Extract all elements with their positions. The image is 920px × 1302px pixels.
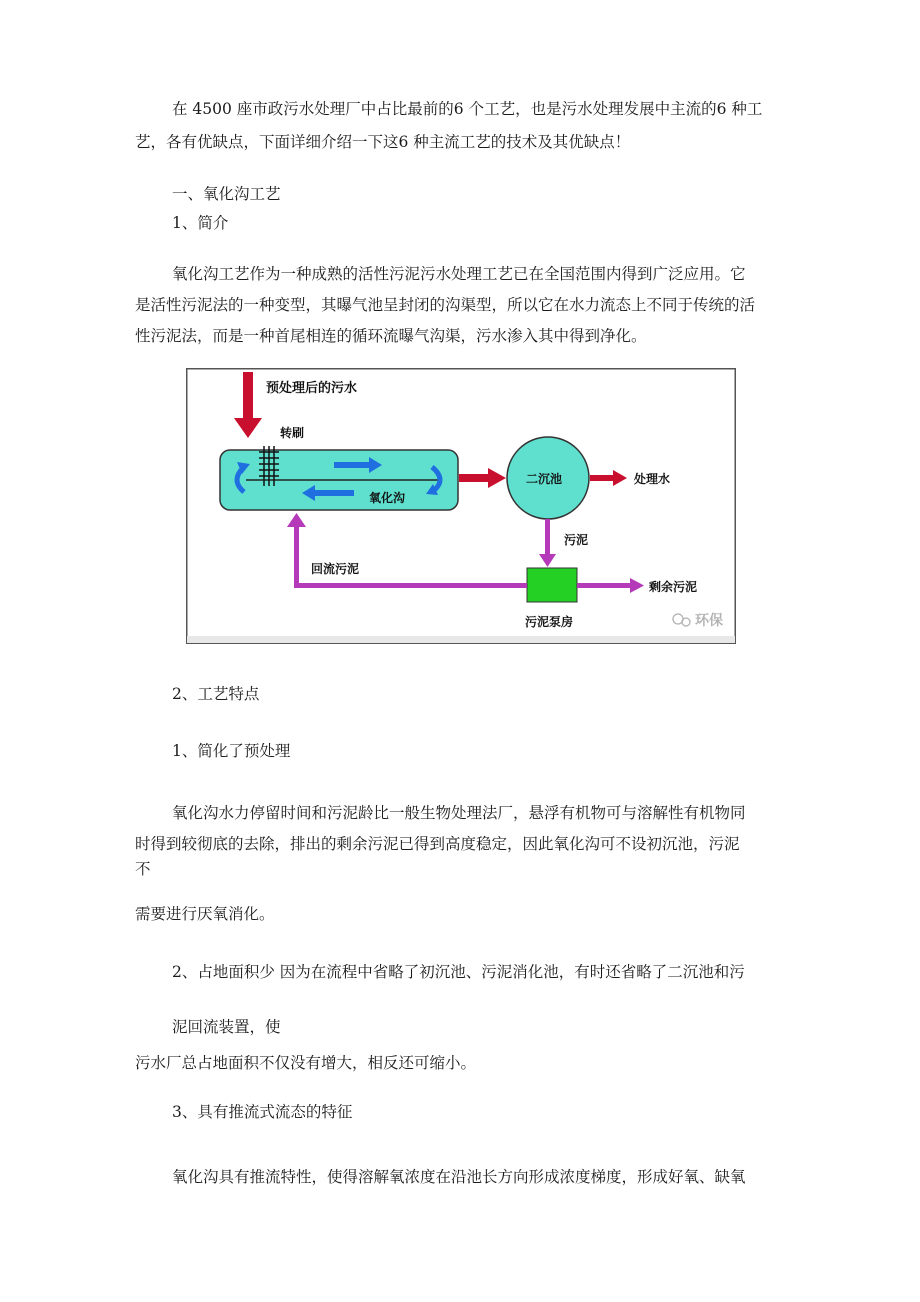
label-excess-sludge: 剩余污泥 [649,580,698,594]
label-ditch: 氧化沟 [369,491,406,505]
watermark-text: 环保 [695,613,723,629]
label-effluent: 处理水 [634,472,671,486]
label-return-sludge: 回流污泥 [311,562,360,576]
oxidation-ditch-process-diagram [186,368,736,644]
point-3-title: 3、具有推流式流态的特征 [172,1103,353,1121]
diagram-svg [186,368,736,644]
paragraph-line: 时得到较彻底的去除，排出的剩余污泥已得到高度稳定，因此氧化沟可不设初沉池，污泥 [135,835,740,853]
paragraph-line: 氧化沟水力停留时间和污泥龄比一般生物处理法厂，悬浮有机物可与溶解性有机物同 [172,804,746,822]
subheading-introduction: 1、简介 [172,214,229,232]
section-heading-features: 2、工艺特点 [172,685,260,703]
label-sludge: 污泥 [564,533,589,547]
intro-line-1: 在 4500 座市政污水处理厂中占比最前的6 个工艺，也是污水处理发展中主流的6 种工 [172,100,763,118]
label-clarifier: 二沉池 [526,472,563,486]
point-2-line: 2、占地面积少 因为在流程中省略了初沉池、污泥消化池，有时还省略了二沉池和污 [172,963,745,981]
label-influent: 预处理后的污水 [266,381,358,396]
label-pump-house: 污泥泵房 [525,615,574,629]
paragraph-line: 性污泥法，而是一种首尾相连的循环流曝气沟渠，污水渗入其中得到净化。 [135,327,647,345]
diagram-bottom-shade [187,636,735,643]
paragraph-line: 氧化沟工艺作为一种成熟的活性污泥污水处理工艺已在全国范围内得到广泛应用。它 [172,265,746,283]
paragraph-line: 不 [135,860,151,878]
point-2-continuation: 污水厂总占地面积不仅没有增大，相反还可缩小。 [135,1054,477,1072]
paragraph-line: 氧化沟具有推流特性，使得溶解氧浓度在沿池长方向形成浓度梯度，形成好氧、缺氧 [172,1168,746,1186]
sludge-pump-house [527,568,577,602]
label-rotor: 转刷 [280,426,305,440]
intro-line-2: 艺，各有优缺点，下面详细介绍一下这6 种主流工艺的技术及其优缺点！ [135,133,631,151]
paragraph-line: 需要进行厌氧消化。 [135,905,275,923]
point-1-title: 1、简化了预处理 [172,742,291,760]
point-2-continuation: 泥回流装置，使 [172,1018,281,1036]
paragraph-line: 是活性污泥法的一种变型，其曝气池呈封闭的沟渠型，所以它在水力流态上不同于传统的活 [135,296,756,314]
section-heading-oxidation-ditch: 一、氧化沟工艺 [172,185,281,203]
